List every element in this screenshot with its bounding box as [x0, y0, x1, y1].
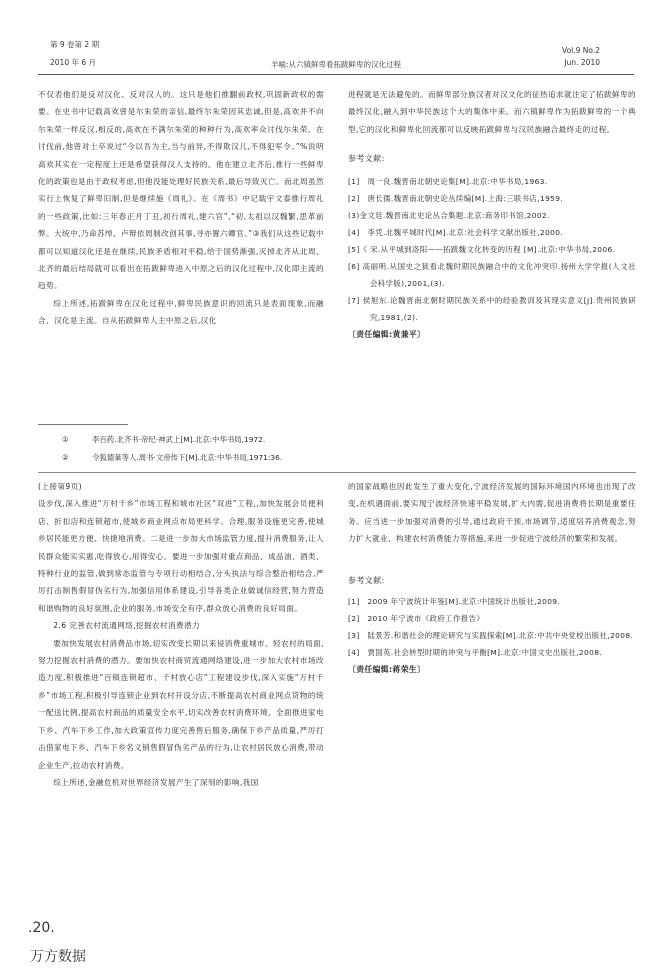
reference-item: [6] 高丽明.从国史之狱看北魏时期民族融合中的文化冲突印.扬州大学学报(人文社会科学版),2001,(3).	[348, 262, 636, 289]
journal-date-en: Jun. 2010	[564, 58, 600, 67]
references-title: 参考文献:	[348, 575, 385, 585]
reference-item: [1] 周一良.魏晋南北朝史论集[M].北京:中华书局,1963.	[348, 177, 548, 187]
footnote-text: 李百药.北齐书·帝纪·神武上[M].北京:中华书局,1972.	[92, 435, 266, 444]
article1-right-column	[348, 86, 636, 344]
responsible-editor: 〔责任编辑:黄兼平〕	[348, 330, 426, 340]
article2-right-column	[348, 478, 636, 678]
page-number: .20.	[28, 920, 55, 936]
footnote	[62, 452, 282, 464]
body-paragraph: 综上所述,拓跋鲜卑在汉化过程中,鲜卑民族意识的回流只是表面现象,而融合、汉化是主流。自从拓跋鲜卑人主中原之后,汉化	[38, 298, 324, 326]
body-paragraph: 要加快发展农村消费品市场,切实改变长期以来侵消费重城市、轻农村的局面,努力挖掘农村消费的潜力。要加快农村商贸流通网络建设,进一步加大农村市场改造力度,积极推进“百镇连锁超市、千村放心店”工程建设步伐,深入实施“万村千乡”市场工程,积极引导连锁企业到农村开设分店,不断提高农村商业网点货物的统一配送比例,提高农村商品的质量安全水平,切实改善农村消费环境。全面推进家电下乡、汽车下乡工作,加大政策宣传力度完善售后服务,确保下乡产品质量,严厉打击借家电下乡、汽车下乡名义销售假冒伪劣产品的行为,让农村居民放心消费,带动企业生产,拉动农村消费。	[38, 638, 324, 770]
footnote-text: 令狐德棻等人.周书·文帝传下[M].北京:中华书局,1971:36.	[92, 453, 283, 462]
reference-item: (3)金文廷.魏晋南北史论丛合集题.北京:商务印书馆,2002.	[348, 211, 550, 221]
journal-volume: 第 9 卷第 2 期	[50, 40, 100, 49]
journal-volume-en: Vol.9 No.2	[562, 46, 600, 55]
body-paragraph: 的国家战略也因此发生了重大变化,宁波经济发展的国际环境国内环境也出现了改变,在机遇面前,要实现宁波经济快速平稳发展,扩大内需,促进消费将长期是重要任务。应当进一步加强对消费的引导,通过政府干预,市场调节,适度培养消费观念,努力扩大就业、构建农村消费能力等措施,来进一步促进宁波经济的繁荣和发展。	[348, 482, 636, 544]
journal-date: 2010 年 6 月	[50, 58, 97, 67]
article2-left-column	[38, 478, 324, 791]
reference-item: [4] 贾国英.社会转型时期的冲突与平衡[M].北京:中国文史出版社,2008.	[348, 647, 603, 657]
reference-item: [5]《 宋.从平城到洛阳——拓跋魏文化转变的历程 [M].北京:中华书局,2006.	[348, 245, 616, 255]
reference-item: [1] 2009 年宁波统计年鉴[M].北京:中国统计出版社,2009.	[348, 596, 561, 606]
article1-left-column	[38, 86, 324, 330]
section-heading: 2.6 完善农村流通网络,挖掘农村消费潜力	[53, 621, 200, 631]
continued-note: (上接第9页)	[38, 482, 82, 491]
reference-item: [4] 李凭.北魏平城时代[M].北京:社会科学文献出版社,2000.	[348, 228, 564, 238]
responsible-editor: 〔责任编辑:蒋荣生〕	[348, 664, 426, 674]
running-title: 羊喻:从六镇鲜卑看拓跋鲜卑的汉化过程	[270, 60, 402, 69]
reference-item: [2] 唐长孺.魏晋南北朝史论丛续编[M].上海:三联书店,1959.	[348, 194, 564, 204]
header-rule	[38, 74, 634, 75]
footnote-mark: ①	[62, 435, 69, 444]
reference-item: [3] 陆景芳.和谐社会的理论研究与实践探索[M].北京:中共中央党校出版社,2008.	[348, 630, 634, 640]
body-paragraph: 设步伐,深入推进“万村千乡”市场工程和城市社区“双进”工程,,加快发展会员便利店、折扣店和连锁超市,使城乡商业网点布局更科学、合理,服务设施更完善,使城乡居民能更方便、快捷地消费。二是进一步加大市场监管力度,提升消费服务,让人民群众能实实惠,吃得放心,用得安心。要进一步加强对重点商品、成品油、酒类、特种行业的监管,做到常态监管与专项行动相结合,分头执法与综合整治相结合,严厉打击制售假冒伪劣行为,加强信用体系建设,引导各类企业做诚信经营,努力营造和谐购物的良好氛围,企业的服务,市场安全有序,群众放心消费的良好局面。	[38, 499, 324, 613]
section-divider	[38, 472, 636, 473]
reference-item: [2] 2010 年宁波市《政府工作报告》	[348, 613, 485, 623]
footnote-rule	[38, 424, 128, 425]
body-paragraph: 不仅表他们是反对汉化、反对汉人的。这只是他们推翻前政权,巩固新政权的需要。在史书中记载高欢曾是尔朱荣的亲信,最终尔朱荣因其忠诚,但是,高欢并不向尔朱荣一样反汉,相反的,高欢在不满尔朱荣的种种行为,高欢率众讨伐尔朱荣。在讨伐前,他曾对士卒说过“今以吾为主,当与前异,不得欺汉儿,不得犯军令。”%说明高欢其实在一定程度上还是希望获得汉人支持的。他在建立北齐后,推行一些鲜卑化的政策也是由于政权考虑,但他没能处理好民族关系,最后导致灭亡。而北周虽然实行上恢复了鲜卑旧制,但是继续施《周礼》。在《周书》中记载宇文泰推行周礼的一些政策,比如:三年春正月丁丑,初行周礼,建六官”,“初,太祖以汉魏繁,思革前弊。大统中,乃命苏绰、卢辩依周制改创其事,寻亦置六卿官。”③我们从这些记载中都可以知道汉化还是在继续,民族矛盾相对平稳,给于国势渐强,灭掉北齐从北周、北齐的最后结局就可以看出在拓跋鲜卑进入中原之后的汉化过程中,汉化即主流的趋势。	[38, 90, 324, 291]
body-paragraph: 进程就是无法避免的。而鲜卑部分族汉者对汉文化的征热追求就注定了拓跋鲜卑的最终汉化,融入到中华民族这个大的集体中来。而六镇鲜卑作为拓跋鲜卑的一个典型,它的汉化和鲜卑化回流都可以反映拓跋鲜卑与汉民族融合最终走的过程。	[348, 90, 636, 134]
watermark: 万方数据	[30, 949, 86, 965]
footnote	[62, 434, 265, 446]
reference-item: [7] 侯旭东.论魏晋南北朝时期民族关系中的经验教训及其现实意义[J].贵州民族研究,1981,(2).	[348, 296, 636, 323]
footnote-mark: ②	[62, 453, 69, 462]
references-title: 参考文献:	[348, 154, 385, 164]
body-paragraph: 综上所述,金融危机对世界经济发展产生了深刻的影响,我国	[53, 777, 259, 787]
